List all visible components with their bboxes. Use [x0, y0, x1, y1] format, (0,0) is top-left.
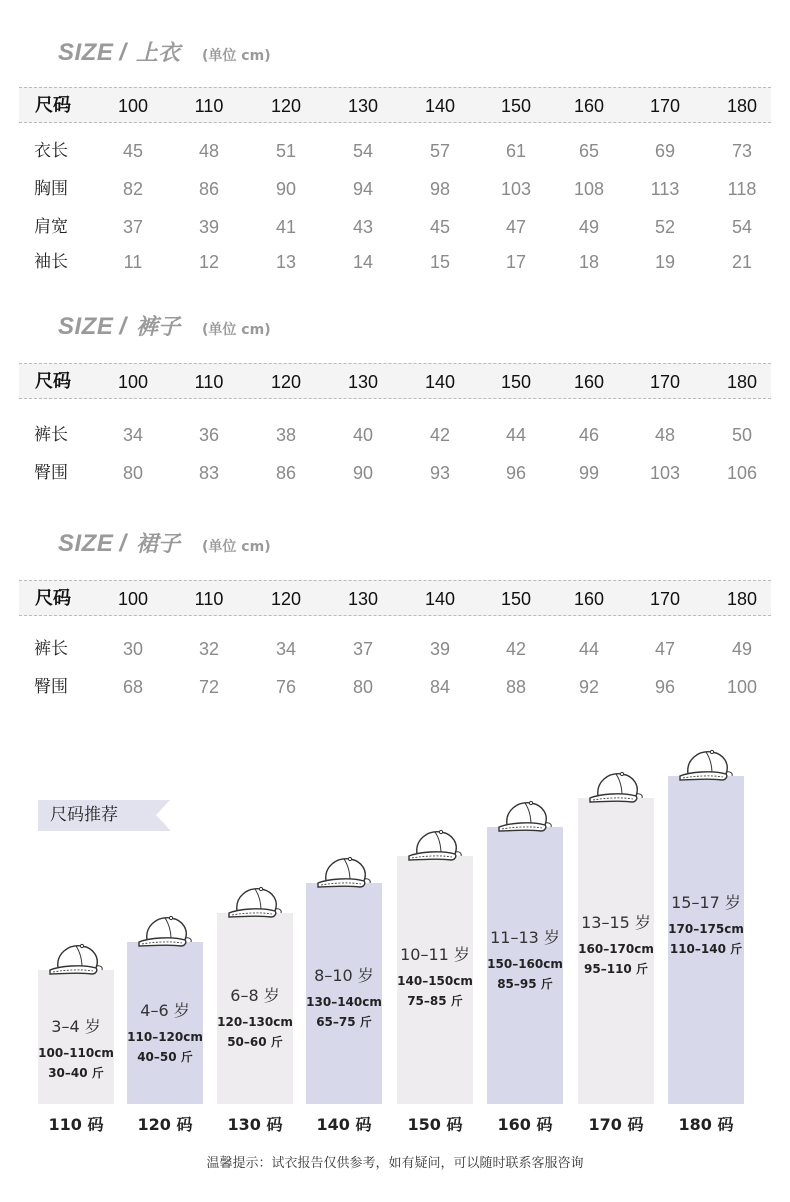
weight-range: 50–60 斤 [227, 1035, 283, 1049]
table-cell: 118 [727, 179, 757, 199]
garment-name: 裤子 [136, 315, 181, 340]
table-cell: 11 [123, 252, 143, 272]
size-label: 120 码 [137, 1115, 193, 1134]
table-cell: 61 [505, 141, 527, 161]
header-size-cell: 120 [270, 589, 302, 609]
age-range: 6–8 岁 [230, 986, 280, 1005]
header-size-cell: 170 [649, 96, 681, 116]
height-range: 130–140cm [306, 995, 382, 1009]
header-size-cell: 120 [270, 96, 302, 116]
row-label: 袖长 [34, 252, 68, 272]
size-header-row [19, 363, 771, 399]
header-size-cell: 110 [194, 96, 224, 116]
table-row [0, 139, 790, 163]
unit-label: (单位 cm) [202, 322, 271, 338]
size-word: SIZE [58, 39, 114, 66]
table-cell: 46 [578, 425, 600, 445]
size-label: 150 码 [407, 1115, 463, 1134]
table-cell: 14 [352, 252, 374, 272]
table-row [0, 637, 790, 661]
row-label: 胸围 [34, 179, 68, 199]
table-cell: 38 [275, 425, 297, 445]
header-size-cell: 100 [117, 372, 149, 392]
table-row [0, 423, 790, 447]
cap-icon [676, 746, 738, 786]
weight-range: 40–50 斤 [137, 1050, 193, 1064]
table-row [0, 177, 790, 201]
header-size-cell: 170 [649, 372, 681, 392]
header-size-cell: 140 [424, 372, 456, 392]
table-cell: 84 [429, 677, 451, 697]
table-cell: 18 [578, 252, 600, 272]
table-cell: 34 [122, 425, 144, 445]
size-header-row [19, 87, 771, 123]
row-label: 衣长 [34, 141, 68, 161]
table-cell: 37 [122, 217, 144, 237]
table-cell: 96 [654, 677, 676, 697]
size-bar [127, 942, 203, 1104]
header-size-cell: 120 [270, 372, 302, 392]
table-cell: 54 [731, 217, 753, 237]
header-size-cell: 180 [726, 372, 758, 392]
table-cell: 113 [650, 179, 680, 199]
table-cell: 49 [578, 217, 600, 237]
table-cell: 93 [429, 463, 451, 483]
header-size-cell: 180 [726, 589, 758, 609]
size-label: 140 码 [316, 1115, 372, 1134]
height-range: 120–130cm [217, 1015, 293, 1029]
size-bar [306, 883, 382, 1104]
title-slash: / [119, 530, 127, 557]
age-range: 8–10 岁 [314, 966, 374, 985]
table-cell: 69 [654, 141, 676, 161]
header-size-cell: 170 [649, 589, 681, 609]
recommend-tag-label: 尺码推荐 [50, 805, 118, 825]
table-cell: 86 [198, 179, 220, 199]
header-size-cell: 130 [347, 372, 379, 392]
table-cell: 103 [500, 179, 532, 199]
tag-notch [156, 800, 170, 830]
row-label: 臀围 [34, 463, 68, 483]
table-cell: 54 [352, 141, 374, 161]
unit-label: (单位 cm) [202, 539, 271, 555]
table-cell: 32 [198, 639, 220, 659]
age-range: 10–11 岁 [400, 945, 470, 964]
table-cell: 92 [578, 677, 600, 697]
size-label: 160 码 [497, 1115, 553, 1134]
header-size-cell: 160 [573, 96, 605, 116]
table-cell: 80 [352, 677, 374, 697]
recommend-tag [38, 800, 170, 831]
table-cell: 90 [352, 463, 374, 483]
header-size-cell: 130 [347, 96, 379, 116]
height-range: 110–120cm [127, 1030, 203, 1044]
table-cell: 39 [198, 217, 220, 237]
weight-range: 95–110 斤 [584, 962, 648, 976]
section-title [58, 36, 271, 67]
table-cell: 76 [275, 677, 297, 697]
size-label: 110 码 [48, 1115, 104, 1134]
header-size-cell: 110 [194, 372, 224, 392]
table-cell: 108 [573, 179, 605, 199]
size-bar [487, 827, 563, 1104]
table-cell: 88 [505, 677, 527, 697]
table-cell: 45 [122, 141, 144, 161]
table-cell: 30 [122, 639, 144, 659]
header-size-cell: 150 [500, 372, 532, 392]
header-size-cell: 130 [347, 589, 379, 609]
table-cell: 44 [578, 639, 600, 659]
weight-range: 110–140 斤 [669, 942, 743, 956]
size-word: SIZE [58, 313, 114, 340]
table-cell: 100 [726, 677, 758, 697]
header-size-cell: 160 [573, 372, 605, 392]
table-cell: 19 [654, 252, 676, 272]
row-label: 肩宽 [34, 217, 68, 237]
table-row [0, 461, 790, 485]
table-cell: 40 [352, 425, 374, 445]
size-header-row [19, 580, 771, 616]
height-range: 100–110cm [38, 1046, 114, 1060]
table-cell: 15 [429, 252, 451, 272]
table-cell: 106 [726, 463, 758, 483]
row-label: 裤长 [34, 425, 68, 445]
age-range: 4–6 岁 [140, 1001, 190, 1020]
size-bar [38, 970, 114, 1104]
unit-label: (单位 cm) [202, 48, 271, 64]
table-cell: 39 [429, 639, 451, 659]
table-cell: 72 [198, 677, 220, 697]
table-cell: 47 [505, 217, 527, 237]
table-cell: 48 [654, 425, 676, 445]
table-cell: 99 [578, 463, 600, 483]
table-cell: 65 [578, 141, 600, 161]
header-size-cell: 100 [117, 589, 149, 609]
weight-range: 65–75 斤 [316, 1015, 372, 1029]
table-row [0, 215, 790, 239]
table-cell: 44 [505, 425, 527, 445]
header-label: 尺码 [35, 588, 71, 609]
table-cell: 50 [731, 425, 753, 445]
table-cell: 73 [731, 141, 753, 161]
table-row [0, 675, 790, 699]
table-cell: 48 [198, 141, 220, 161]
cap-icon [46, 940, 108, 980]
header-size-cell: 100 [117, 96, 149, 116]
table-cell: 49 [731, 639, 753, 659]
height-range: 140–150cm [397, 974, 473, 988]
table-cell: 47 [654, 639, 676, 659]
table-cell: 94 [352, 179, 374, 199]
weight-range: 30–40 斤 [48, 1066, 104, 1080]
cap-icon [495, 797, 557, 837]
age-range: 15–17 岁 [671, 893, 741, 912]
table-cell: 96 [505, 463, 527, 483]
row-label: 裤长 [34, 639, 68, 659]
table-cell: 43 [352, 217, 374, 237]
header-size-cell: 140 [424, 96, 456, 116]
size-label: 170 码 [588, 1115, 644, 1134]
table-cell: 21 [731, 252, 753, 272]
size-label: 180 码 [678, 1115, 734, 1134]
cap-icon [405, 826, 467, 866]
table-cell: 37 [352, 639, 374, 659]
footer-note: 温馨提示：试衣报告仅供参考，如有疑问，可以随时联系客服咨询 [206, 1156, 584, 1171]
size-bar [578, 798, 654, 1104]
table-cell: 103 [649, 463, 681, 483]
table-cell: 80 [122, 463, 144, 483]
header-size-cell: 150 [500, 589, 532, 609]
table-cell: 52 [654, 217, 676, 237]
table-row [0, 250, 790, 274]
table-cell: 98 [429, 179, 451, 199]
row-label: 臀围 [34, 677, 68, 697]
age-range: 3–4 岁 [51, 1017, 101, 1036]
cap-icon [586, 768, 648, 808]
table-cell: 45 [429, 217, 451, 237]
size-bar [397, 856, 473, 1104]
age-range: 11–13 岁 [490, 928, 560, 947]
title-slash: / [119, 39, 127, 66]
table-cell: 68 [122, 677, 144, 697]
age-range: 13–15 岁 [581, 913, 651, 932]
weight-range: 75–85 斤 [407, 994, 463, 1008]
table-cell: 13 [275, 252, 297, 272]
table-cell: 41 [275, 217, 297, 237]
size-bar [217, 913, 293, 1104]
header-size-cell: 160 [573, 589, 605, 609]
garment-name: 上衣 [136, 41, 181, 66]
table-cell: 42 [429, 425, 451, 445]
cap-icon [135, 912, 197, 952]
header-label: 尺码 [35, 371, 71, 392]
height-range: 150–160cm [487, 957, 563, 971]
header-size-cell: 110 [194, 589, 224, 609]
size-bar [668, 776, 744, 1104]
header-size-cell: 180 [726, 96, 758, 116]
table-cell: 90 [275, 179, 297, 199]
table-cell: 83 [198, 463, 220, 483]
size-word: SIZE [58, 530, 114, 557]
cap-icon [314, 853, 376, 893]
weight-range: 85–95 斤 [497, 977, 553, 991]
header-size-cell: 140 [424, 589, 456, 609]
height-range: 170–175cm [668, 922, 744, 936]
size-label: 130 码 [227, 1115, 283, 1134]
table-cell: 34 [275, 639, 297, 659]
height-range: 160–170cm [578, 942, 654, 956]
header-label: 尺码 [35, 95, 71, 116]
table-cell: 12 [198, 252, 220, 272]
table-cell: 17 [505, 252, 527, 272]
table-cell: 51 [275, 141, 297, 161]
table-cell: 86 [275, 463, 297, 483]
header-size-cell: 150 [500, 96, 532, 116]
title-slash: / [119, 313, 127, 340]
section-title [58, 527, 271, 558]
cap-icon [225, 883, 287, 923]
garment-name: 裙子 [136, 532, 181, 557]
table-cell: 82 [122, 179, 144, 199]
table-cell: 36 [198, 425, 220, 445]
table-cell: 57 [429, 141, 451, 161]
section-title [58, 310, 271, 341]
table-cell: 42 [505, 639, 527, 659]
